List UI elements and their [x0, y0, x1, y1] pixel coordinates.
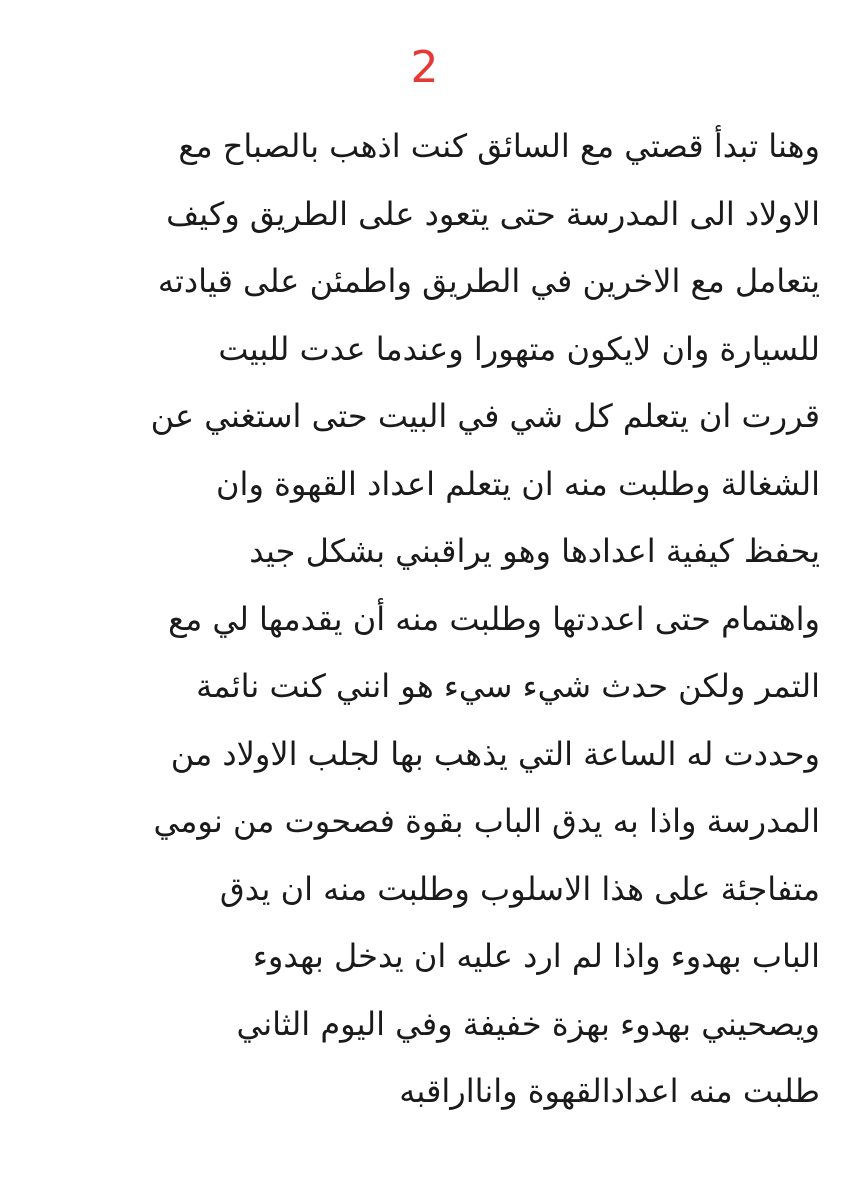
text-line: التمر ولكن حدث شيء سيء هو انني كنت نائمة: [196, 667, 820, 705]
text-line: طلبت منه اعدادالقهوة وانااراقبه: [399, 1072, 820, 1110]
text-line: الباب بهدوء واذا لم ارد عليه ان يدخل بهدوء: [252, 937, 820, 975]
text-line: الشغالة وطلبت منه ان يتعلم اعداد القهوة وان: [216, 464, 820, 503]
text-line: وهنا تبدأ قصتي مع السائق كنت اذهب بالصباح مع: [178, 127, 820, 165]
text-line: المدرسة واذا به يدق الباب بقوة فصحوت من نومي: [153, 802, 820, 840]
text-line: واهتمام حتى اعددتها وطلبت منه أن يقدمها لي مع: [168, 599, 820, 638]
text-line: متفاجئة على هذا الاسلوب وطلبت منه ان يدق: [219, 869, 820, 908]
text-line: يتعامل مع الاخرين في الطريق واطمئن على قيادته: [157, 262, 820, 300]
text-line: للسيارة وان لايكون متهورا وعندما عدت للبيت: [218, 329, 820, 368]
text-line: الاولاد الى المدرسة حتى يتعود على الطريق وكيف: [166, 194, 820, 233]
page-number: 2: [410, 42, 439, 93]
text-line: وحددت له الساعة التي يذهب بها لجلب الاولاد من: [170, 734, 820, 773]
text-line: قررت ان يتعلم كل شي في البيت حتى استغني عن: [150, 397, 820, 435]
text-line: ويصحيني بهدوء بهزة خفيفة وفي اليوم الثاني: [236, 1004, 820, 1043]
story-text: [60, 113, 820, 1126]
text-line: يحفظ كيفية اعدادها وهو يراقبني بشكل جيد: [249, 532, 820, 570]
